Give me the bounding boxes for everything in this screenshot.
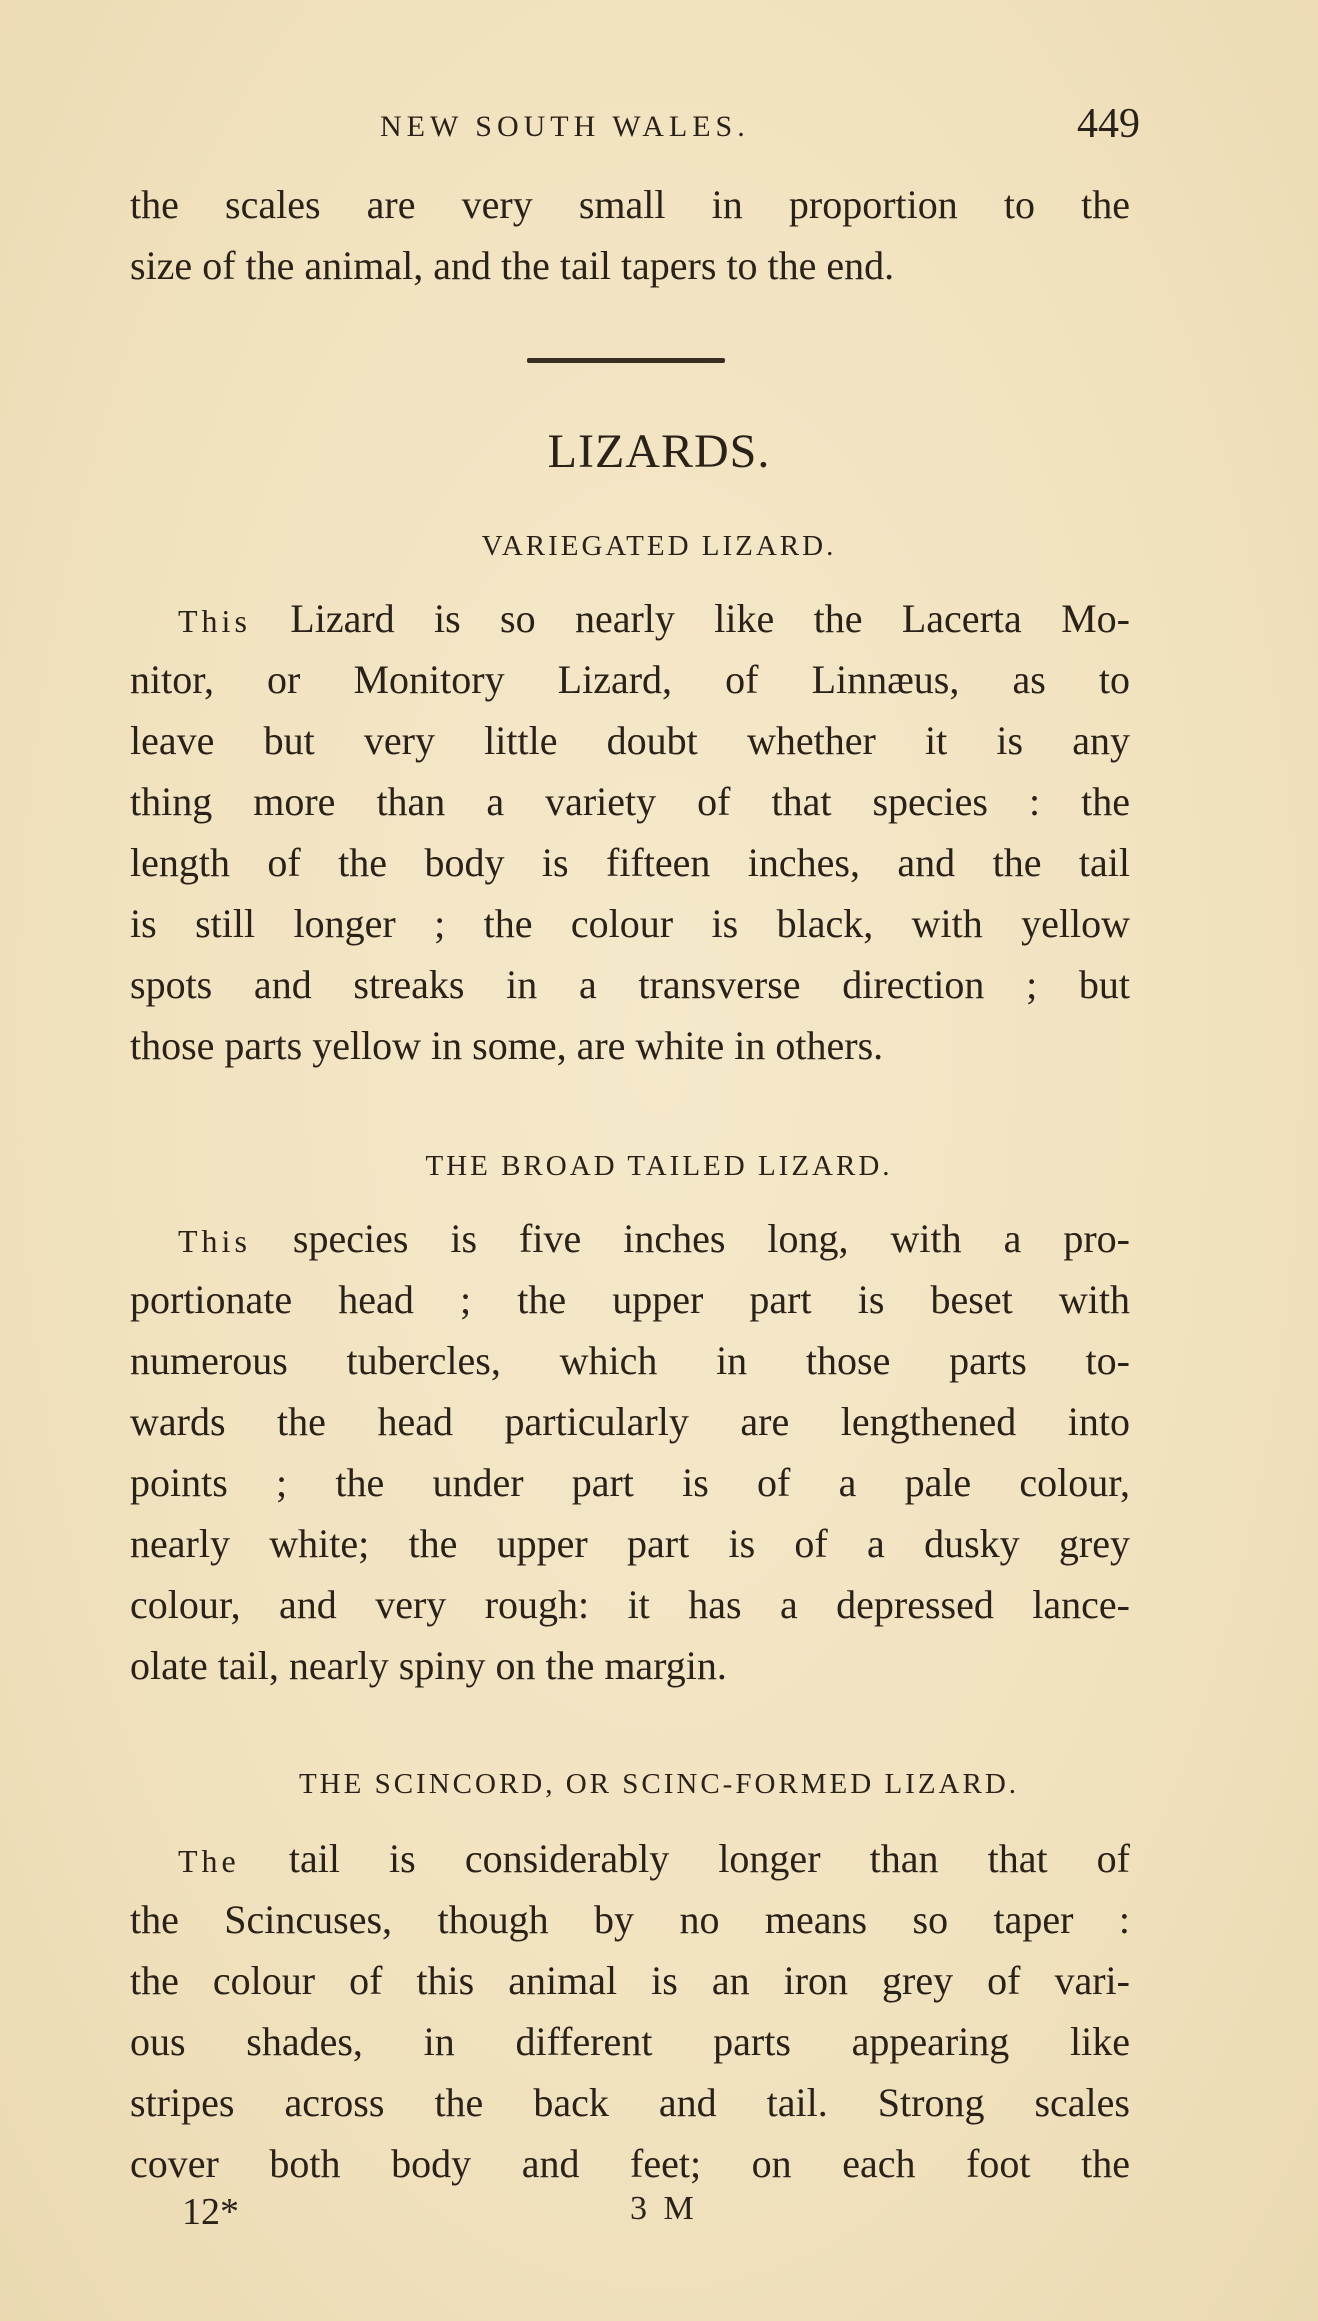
drop-word: This bbox=[178, 1223, 251, 1259]
entry-body-scincord-lizard bbox=[130, 1828, 1130, 2194]
signature-mark-left: 12* bbox=[182, 2191, 239, 2233]
page-footer bbox=[130, 2190, 1130, 2250]
text-line: colour, and very rough: it has a depressed lance- bbox=[130, 1582, 1130, 1627]
entry-heading-broad-tailed-lizard: THE BROAD TAILED LIZARD. bbox=[425, 1150, 893, 1182]
text-line: is still longer ; the colour is black, with yellow bbox=[130, 901, 1130, 946]
continued-paragraph bbox=[130, 174, 1130, 296]
text-line: nitor, or Monitory Lizard, of Linnæus, as to bbox=[130, 657, 1130, 702]
page-header bbox=[130, 96, 1140, 156]
text-line: thing more than a variety of that species : the bbox=[130, 779, 1130, 824]
text-line: those parts yellow in some, are white in others. bbox=[130, 1023, 884, 1068]
text-line: The tail is considerably longer than that of bbox=[178, 1836, 1130, 1881]
drop-word: The bbox=[178, 1843, 240, 1879]
text-line: the Scincuses, though by no means so taper : bbox=[130, 1897, 1130, 1942]
section-title: LIZARDS. bbox=[547, 425, 771, 478]
page-number: 449 bbox=[1077, 101, 1140, 147]
text-line: cover both body and feet; on each foot the bbox=[130, 2141, 1130, 2186]
text-line: nearly white; the upper part is of a dusky grey bbox=[130, 1521, 1130, 1566]
text-line: This Lizard is so nearly like the Lacerta Mo- bbox=[178, 596, 1131, 641]
entry-heading-variegated-lizard: VARIEGATED LIZARD. bbox=[481, 530, 837, 562]
text-line: stripes across the back and tail. Strong scales bbox=[130, 2080, 1130, 2125]
entry-heading-scincord-lizard: THE SCINCORD, OR SCINC-FORMED LIZARD. bbox=[298, 1768, 1020, 1800]
text-line: numerous tubercles, which in those parts to- bbox=[130, 1338, 1130, 1383]
text-line: ous shades, in different parts appearing like bbox=[130, 2019, 1130, 2064]
text-line: points ; the under part is of a pale colour, bbox=[130, 1460, 1130, 1505]
text-line: leave but very little doubt whether it is any bbox=[130, 718, 1130, 763]
text-line: the colour of this animal is an iron grey of vari- bbox=[130, 1958, 1130, 2003]
text-line: wards the head particularly are lengthened into bbox=[130, 1399, 1130, 1444]
drop-word: This bbox=[178, 603, 251, 639]
text-line: This species is five inches long, with a pro- bbox=[178, 1216, 1131, 1261]
entry-body-broad-tailed-lizard bbox=[130, 1208, 1130, 1696]
text-line: portionate head ; the upper part is beset with bbox=[130, 1277, 1130, 1322]
text-line: spots and streaks in a transverse direction ; but bbox=[130, 962, 1130, 1007]
text-line: length of the body is fifteen inches, and the tail bbox=[130, 840, 1130, 885]
text-line: size of the animal, and the tail tapers to the end. bbox=[130, 243, 895, 288]
text-line: the scales are very small in proportion to the bbox=[130, 182, 1130, 227]
section-divider bbox=[527, 358, 725, 363]
running-title: NEW SOUTH WALES. bbox=[380, 110, 750, 143]
signature-mark-right: 3 M bbox=[630, 2190, 698, 2227]
entry-body-variegated-lizard bbox=[130, 588, 1130, 1076]
text-line: olate tail, nearly spiny on the margin. bbox=[130, 1643, 727, 1688]
